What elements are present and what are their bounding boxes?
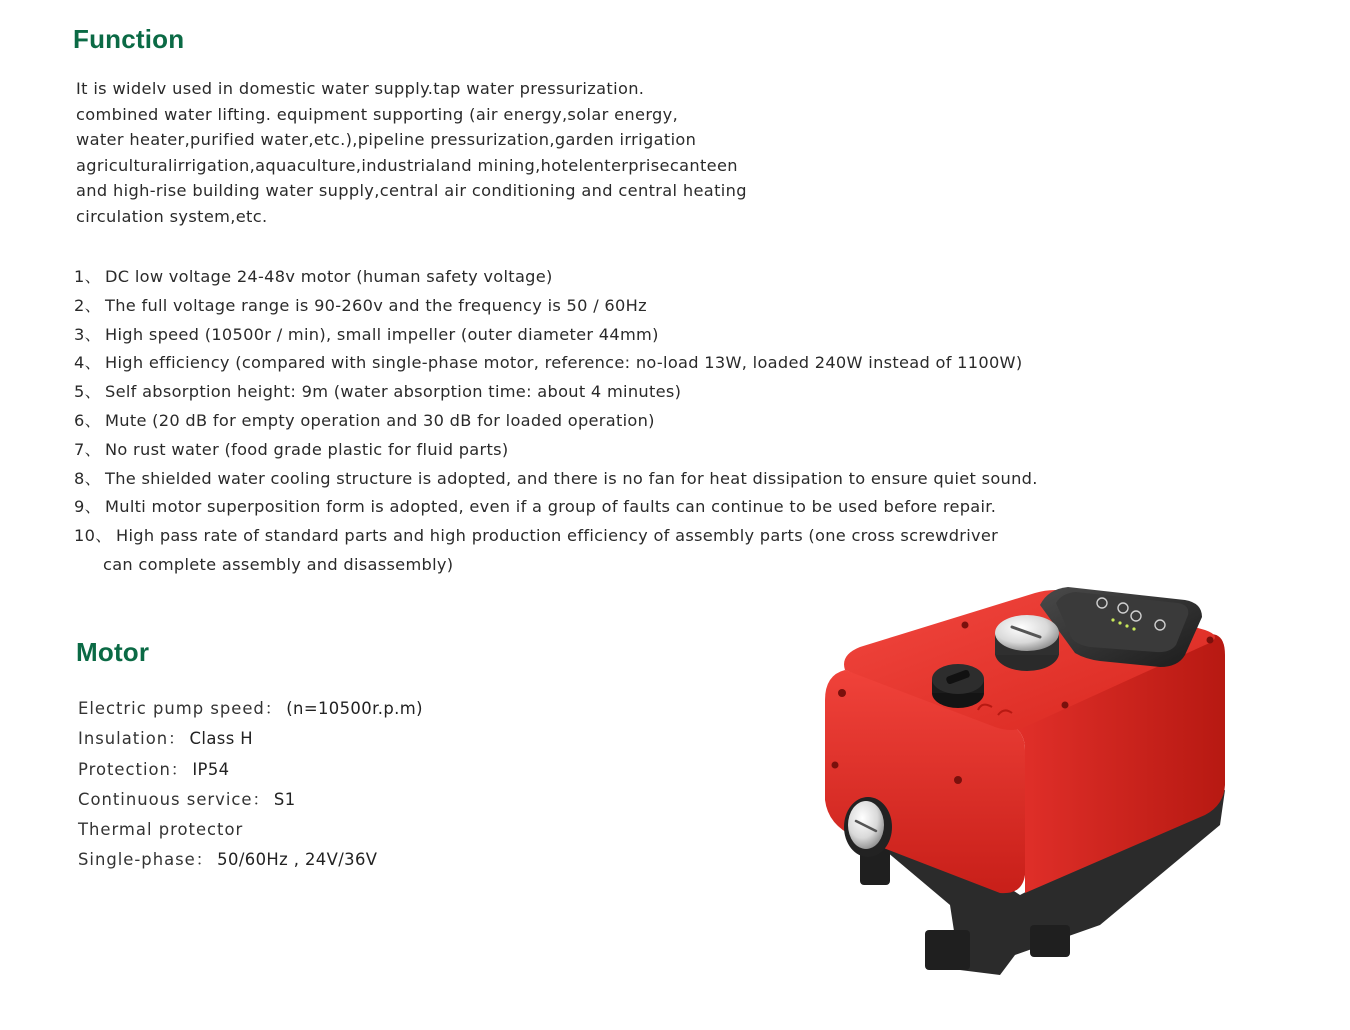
feature-item xyxy=(74,378,1038,407)
motor-heading: Motor xyxy=(76,637,150,667)
feature-text: The shielded water cooling structure is adopted, and there is no fan for heat dissipation to ensure quiet sound. xyxy=(105,468,1038,488)
spec-row xyxy=(78,724,423,754)
spec-row xyxy=(78,755,423,785)
intro-line: and high-rise building water supply,central air conditioning and central heating xyxy=(76,181,747,201)
spec-value: S1 xyxy=(273,789,296,809)
feature-text: Self absorption height: 9m (water absorption time: about 4 minutes) xyxy=(105,382,682,402)
feature-item xyxy=(74,349,1038,378)
feature-item xyxy=(74,407,1038,436)
water-pump-image xyxy=(800,575,1240,985)
feature-number: 7、 xyxy=(74,439,102,459)
feature-number: 3、 xyxy=(74,324,102,344)
feature-text: Mute (20 dB for empty operation and 30 dB for loaded operation) xyxy=(105,410,655,430)
feature-text-continuation: can complete assembly and disassembly) xyxy=(103,554,454,574)
feature-number: 8、 xyxy=(74,468,102,488)
feature-item xyxy=(74,436,1038,465)
spec-row xyxy=(78,694,423,724)
feature-text: High pass rate of standard parts and high production efficiency of assembly parts (one cross screwdriver xyxy=(116,526,999,546)
feature-text: High speed (10500r / min), small impeller (outer diameter 44mm) xyxy=(105,324,659,344)
spec-label: Protection： xyxy=(78,759,189,779)
feature-item xyxy=(74,292,1038,321)
feature-text: The full voltage range is 90-260v and the frequency is 50 / 60Hz xyxy=(105,295,647,315)
spec-label: Single-phase： xyxy=(78,850,214,870)
spec-value: 50/60Hz , 24V/36V xyxy=(217,850,378,870)
feature-text: DC low voltage 24-48v motor (human safety voltage) xyxy=(105,267,553,286)
feature-text: High efficiency (compared with single-phase motor, reference: no-load 13W, loaded 240W instead of 1100W) xyxy=(105,353,1023,373)
feature-item xyxy=(74,263,1038,292)
feature-number: 10、 xyxy=(74,526,112,546)
spec-value: IP54 xyxy=(192,759,230,779)
spec-label: Electric pump speed： xyxy=(78,699,283,718)
feature-number: 2、 xyxy=(74,295,102,315)
feature-number: 5、 xyxy=(74,382,102,402)
intro-line: agriculturalirrigation,aquaculture,industrialand mining,hotelenterprisecanteen xyxy=(76,155,738,175)
function-intro xyxy=(76,76,747,230)
feature-text: No rust water (food grade plastic for fluid parts) xyxy=(105,439,509,459)
feature-number: 6、 xyxy=(74,410,102,430)
feature-item xyxy=(74,321,1038,350)
spec-label: Thermal protector xyxy=(78,820,244,840)
spec-label: Insulation： xyxy=(78,729,186,749)
feature-item xyxy=(74,522,1038,580)
feature-item xyxy=(74,465,1038,494)
feature-list xyxy=(74,263,1038,580)
feature-number: 9、 xyxy=(74,497,102,517)
spec-value: (n=10500r.p.m) xyxy=(286,699,423,718)
intro-line: circulation system,etc. xyxy=(76,206,268,226)
feature-number: 1、 xyxy=(74,267,102,286)
motor-spec-list xyxy=(78,694,423,876)
spec-row xyxy=(78,845,423,875)
feature-text: Multi motor superposition form is adopted, even if a group of faults can continue to be used before repair. xyxy=(105,497,997,517)
intro-line: combined water lifting. equipment supporting (air energy,solar energy, xyxy=(76,104,679,124)
intro-line: water heater,purified water,etc.),pipeline pressurization,garden irrigation xyxy=(76,130,697,150)
feature-number: 4、 xyxy=(74,353,102,373)
spec-row xyxy=(78,815,423,845)
intro-line: It is widelv used in domestic water supply.tap water pressurization. xyxy=(76,79,645,98)
function-heading: Function xyxy=(73,24,185,54)
spec-value: Class H xyxy=(189,729,254,749)
spec-label: Continuous service： xyxy=(78,789,270,809)
feature-item xyxy=(74,493,1038,522)
spec-row xyxy=(78,785,423,815)
